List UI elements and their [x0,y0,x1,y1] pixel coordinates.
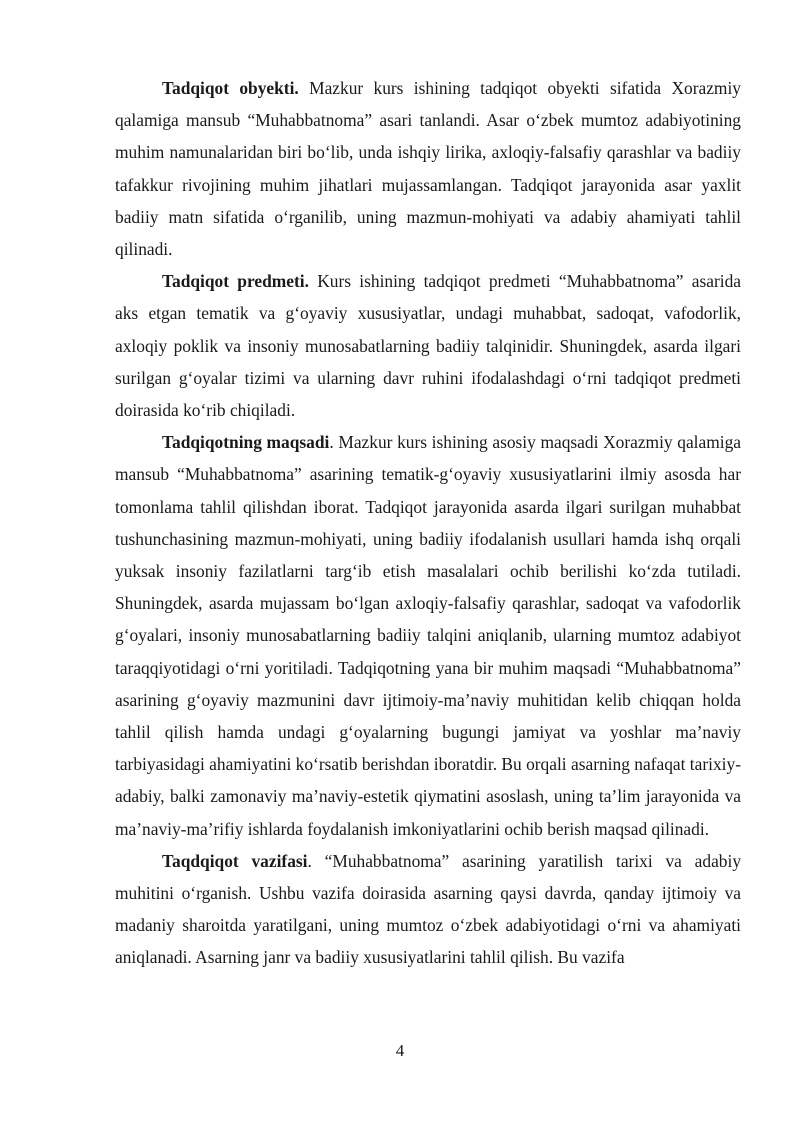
paragraph-heading: Taqdqiqot vazifasi [162,850,308,871]
paragraph-text: Kurs ishining tadqiqot predmeti “Muhabbatnoma” asarida aks etgan tematik va g‘oyaviy xususiyatlar, undagi muhabbat, sadoqat, vafodorlik, axloqiy poklik va insoniy munosabatlarning badiiy talqinidir. Shuningdek, asarda ilgari surilgan g‘oyalar tizimi va ularning davr ruhini ifodalashdagi o‘rni tadqiqot predmeti doirasida ko‘rib chiqiladi. [115,271,741,421]
paragraph-heading: Tadqiqot predmeti. [162,271,309,292]
paragraph-text: . “Muhabbatnoma” asarining yaratilish tarixi va adabiy muhitini o‘rganish. Ushbu vazifa doirasida asarning qaysi davrda, qanday ijtimoiy va madaniy sharoitda yaratilgani, uning mumtoz o‘zbek adabiyotidagi o‘rni va ahamiyati aniqlanadi. Asarning janr va badiiy xususiyatlarini tahlil qilish. Bu vazifa [115,850,742,968]
paragraph-research-goal [115,426,741,845]
paragraph-heading: Tadqiqot obyekti. [162,78,299,98]
paragraph-research-subject [115,265,741,426]
paragraph-text: Mazkur kurs ishining tadqiqot obyekti sifatida Xorazmiy qalamiga mansub “Muhabbatnoma” asari tanlandi. Asar o‘zbek mumtoz adabiyotining muhim namunalaridan biri bo‘lib, unda ishqiy lirika, axloqiy-falsafiy qarashlar va badiiy tafakkur rivojining muhim jihatlari mujassamlangan. Tadqiqot jarayonida asar yaxlit badiiy matn sifatida o‘rganilib, uning mazmun-mohiyati va adabiy ahamiyati tahlil qilinadi. [115,78,741,260]
paragraph-heading: Tadqiqotning maqsadi [162,432,330,453]
paragraph-research-object [115,72,741,265]
document-body [115,72,741,974]
page-number: 4 [395,1041,405,1060]
paragraph-text: . Mazkur kurs ishining asosiy maqsadi Xorazmiy qalamiga mansub “Muhabbatnoma” asarining tematik-g‘oyaviy xususiyatlarini ilmiy asosda har tomonlama tahlil qilishdan iborat. Tadqiqot jarayonida asarda ilgari surilgan muhabbat tushunchasining mazmun-mohiyati, uning badiiy ifodalanish usullari hamda ishq orqali yuksak insoniy fazilatlarni targ‘ib etish masalalari ochib berilishi ko‘zda tutiladi. Shuningdek, asarda mujassam bo‘lgan axloqiy-falsafiy qarashlar, sadoqat va vafodorlik g‘oyalari, insoniy munosabatlarning badiiy talqini aniqlanib, ularning mumtoz adabiyot taraqqiyotidagi o‘rni yoritiladi. Tadqiqotning yana bir muhim maqsadi “Muhabbatnoma” asarining g‘oyaviy mazmunini davr ijtimoiy-ma’naviy muhitidan kelib chiqqan holda tahlil qilish hamda undagi g‘oyalarning bugungi jamiyat va yoshlar ma’naviy tarbiyasidagi ahamiyatini ko‘rsatib berishdan iboratdir. Bu orqali asarning nafaqat tarixiy-adabiy, balki zamonaviy ma’naviy-estetik qiymatini asoslash, uning ta’lim jarayonida va ma’naviy-ma’rifiy ishlarda foydalanish imkoniyatlarini ochib berish maqsad qilinadi. [115,432,741,839]
paragraph-research-tasks [115,845,741,974]
